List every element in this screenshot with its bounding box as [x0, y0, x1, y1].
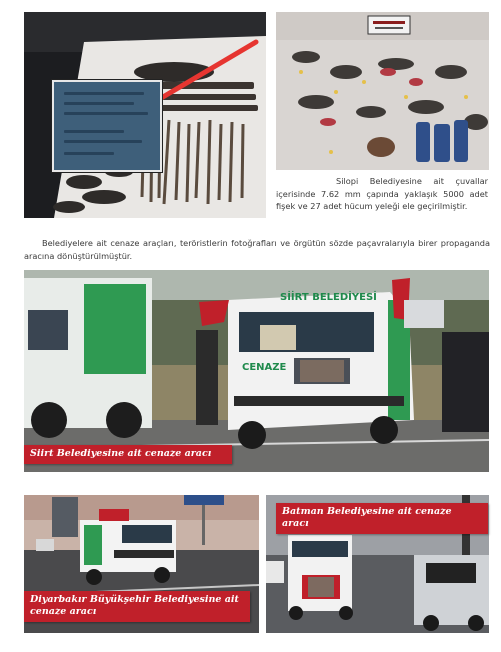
evidence-bag-inset [52, 80, 162, 172]
batman-photo-label: Batman Belediyesine ait cenaze aracı [276, 503, 488, 534]
van-text-cenaze: CENAZE [242, 362, 287, 373]
diyarbakir-photo-label: Diyarbakır Büyükşehir Belediyesine ait cenaze aracı [24, 591, 250, 622]
seized-items-photo-1 [24, 12, 266, 218]
seized-items-caption: Silopi Belediyesine ait çuvallar içerisinde 7.62 mm çapında yaklaşık 5000 adet fişek ve 27 adet hücum yeleği ele geçirilmiştir. [276, 176, 488, 211]
van-text-siirt: SİİRT BELEDİYESİ [280, 292, 377, 303]
siirt-photo-label: Siirt Belediyesine ait cenaze aracı [24, 445, 232, 464]
seized-items-photo-2 [276, 12, 489, 170]
body-paragraph: Belediyelere ait cenaze araçları, teröristlerin fotoğrafları ve örgütün sözde paçavralarıyla birer propaganda aracına dönüştürülmüştür. [24, 238, 490, 261]
siirt-funeral-van-photo [24, 270, 489, 472]
